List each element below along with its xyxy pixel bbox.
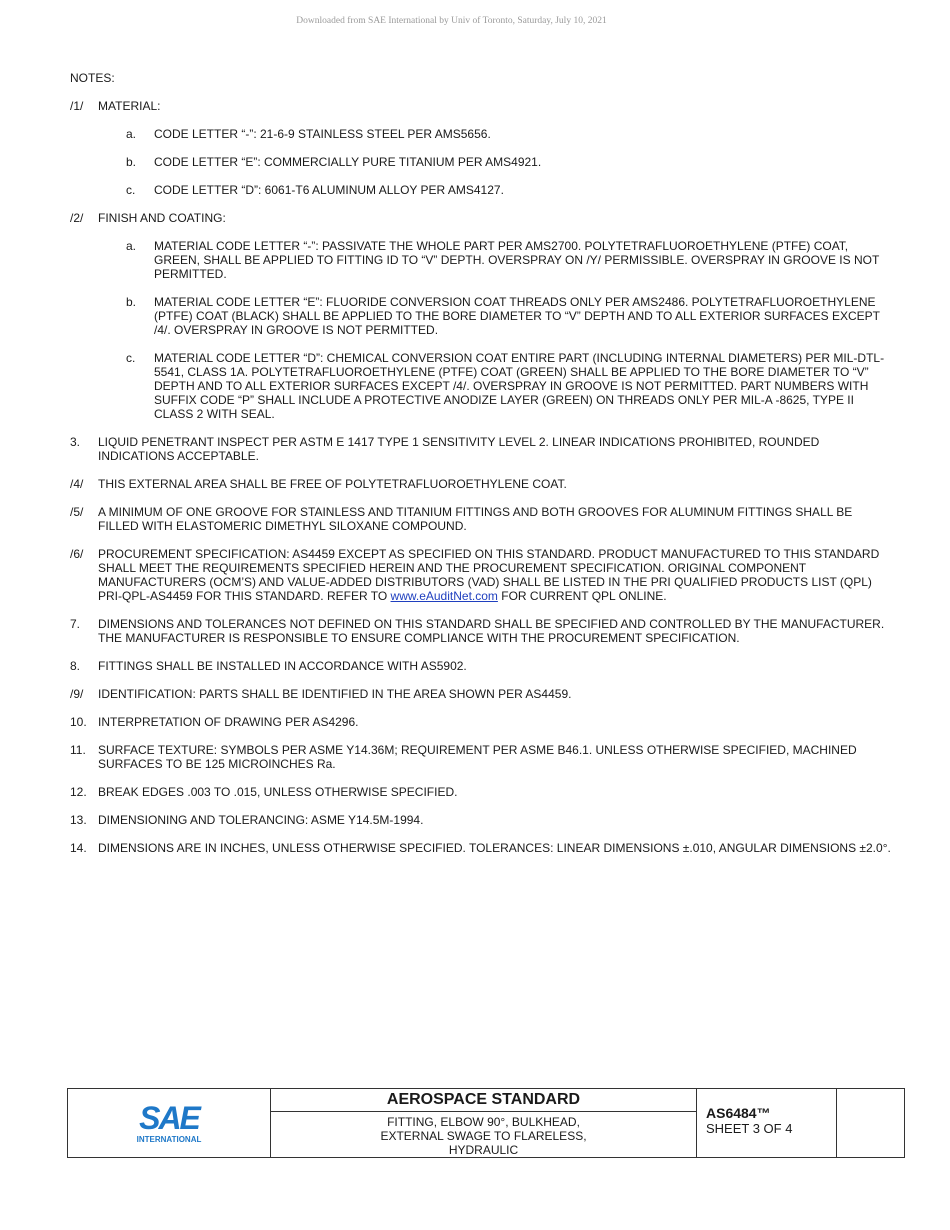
note-text: FITTINGS SHALL BE INSTALLED IN ACCORDANCE WITH AS5902. bbox=[98, 659, 467, 673]
note-number: /5/ bbox=[70, 505, 84, 519]
download-watermark: Downloaded from SAE International by Univ of Toronto, Saturday, July 10, 2021 bbox=[296, 16, 607, 26]
note-text: PROCUREMENT SPECIFICATION: AS4459 EXCEPT AS SPECIFIED ON THIS STANDARD. PRODUCT MANUFACTURED TO THIS STANDARD SHALL MEET THE REQUIREMENTS SPECIFIED HEREIN AND THE PROCUREMENT SPECIFICATION. ORIGINAL COMPONENT MANUFACTURERS (OCM’S) AND VALUE-ADDED DISTRIBUTORS (VAD) SHALL BE LISTED IN THE PRI QUALIFIED PRODUCTS LIST (QPL) PRI-QPL-AS4459 FOR THIS STANDARD. REFER TO bbox=[98, 547, 880, 603]
sub-note bbox=[126, 183, 895, 197]
logo-subtext: INTERNATIONAL bbox=[136, 1135, 202, 1144]
note-number: /1/ bbox=[70, 99, 84, 113]
sub-note-letter: a. bbox=[126, 239, 137, 253]
sub-note bbox=[126, 127, 895, 141]
note-heading: FINISH AND COATING: bbox=[98, 211, 226, 225]
note-item bbox=[70, 547, 895, 603]
note-item bbox=[70, 617, 895, 645]
note-text: DIMENSIONING AND TOLERANCING: ASME Y14.5M-1994. bbox=[98, 813, 424, 827]
note-number: 11. bbox=[70, 743, 86, 757]
sub-note-text: CODE LETTER “D”: 6061-T6 ALUMINUM ALLOY PER AMS4127. bbox=[154, 183, 504, 197]
document-number-cell bbox=[697, 1089, 837, 1157]
note-number: 14. bbox=[70, 841, 87, 855]
note-number: 3. bbox=[70, 435, 81, 449]
note-text: DIMENSIONS AND TOLERANCES NOT DEFINED ON THIS STANDARD SHALL BE SPECIFIED AND CONTROLLED BY THE MANUFACTURER. THE MANUFACTURER IS RESPONSIBLE TO ENSURE COMPLIANCE WITH THE PROCUREMENT SPECIFICATION. bbox=[98, 617, 885, 645]
note-number: 8. bbox=[70, 659, 81, 673]
note-item bbox=[70, 813, 895, 827]
sub-note bbox=[126, 295, 895, 337]
note-item bbox=[70, 99, 895, 197]
description-line: FITTING, ELBOW 90°, BULKHEAD, bbox=[387, 1115, 580, 1129]
note-text: BREAK EDGES .003 TO .015, UNLESS OTHERWISE SPECIFIED. bbox=[98, 785, 458, 799]
note-item bbox=[70, 435, 895, 463]
sae-logo bbox=[68, 1089, 271, 1157]
document-type: AEROSPACE STANDARD bbox=[271, 1089, 696, 1112]
title-block bbox=[67, 1088, 905, 1158]
note-text: INTERPRETATION OF DRAWING PER AS4296. bbox=[98, 715, 359, 729]
eauditnet-link[interactable]: www.eAuditNet.com bbox=[390, 589, 498, 603]
note-text: DIMENSIONS ARE IN INCHES, UNLESS OTHERWISE SPECIFIED. TOLERANCES: LINEAR DIMENSIONS ±.010, ANGULAR DIMENSIONS ±2.0°. bbox=[98, 841, 891, 855]
sub-note-letter: b. bbox=[126, 155, 137, 169]
note-number: 10. bbox=[70, 715, 87, 729]
standard-number: AS6484™ bbox=[706, 1105, 771, 1121]
note-item bbox=[70, 211, 895, 421]
note-number: 7. bbox=[70, 617, 81, 631]
description-line: EXTERNAL SWAGE TO FLARELESS, bbox=[380, 1129, 587, 1143]
note-number: 13. bbox=[70, 813, 87, 827]
note-number: /2/ bbox=[70, 211, 84, 225]
sub-note-letter: c. bbox=[126, 351, 136, 365]
sub-note-text: CODE LETTER “-”: 21-6-9 STAINLESS STEEL PER AMS5656. bbox=[154, 127, 491, 141]
note-item bbox=[70, 715, 895, 729]
note-item bbox=[70, 477, 895, 491]
logo-wordmark: SAE bbox=[139, 1100, 199, 1136]
notes-title: NOTES: bbox=[70, 71, 115, 85]
note-text: SURFACE TEXTURE: SYMBOLS PER ASME Y14.36M; REQUIREMENT PER ASME B46.1. UNLESS OTHERWISE SPECIFIED, MACHINED SURFACES TO BE 125 MICROINCHES Ra. bbox=[98, 743, 857, 771]
sub-note-letter: c. bbox=[126, 183, 136, 197]
sub-note-text: CODE LETTER “E”: COMMERCIALLY PURE TITANIUM PER AMS4921. bbox=[154, 155, 542, 169]
sub-note-text: MATERIAL CODE LETTER “-”: PASSIVATE THE WHOLE PART PER AMS2700. POLYTETRAFLUOROETHYLENE (PTFE) COAT, GREEN, SHALL BE APPLIED TO FITTING ID TO “V” DEPTH. OVERSPRAY ON /Y/ PERMISSIBLE. OVERSPRAY IN GROOVE IS NOT PERMITTED. bbox=[154, 239, 880, 281]
sheet-number: SHEET 3 OF 4 bbox=[706, 1121, 793, 1136]
note-item bbox=[70, 841, 895, 855]
sub-note-text: MATERIAL CODE LETTER “D”: CHEMICAL CONVERSION COAT ENTIRE PART (INCLUDING INTERNAL DIAMETERS) PER MIL-DTL-5541, CLASS 1A. POLYTETRAFLUOROETHYLENE (PTFE) COAT (GREEN) SHALL BE APPLIED TO THE BORE DIAMETER TO “V” DEPTH AND TO ALL EXTERIOR SURFACES EXCEPT /4/. OVERSPRAY IN GROOVE IS NOT PERMITTED. PART NUMBERS WITH SUFFIX CODE “P” SHALL INCLUDE A PROTECTIVE ANODIZE LAYER (GREEN) ON THREADS ONLY PER MIL-A -8625, TYPE II CLASS 2 WITH SEAL. bbox=[154, 351, 885, 421]
sae-logo-icon bbox=[129, 1100, 209, 1146]
note-item bbox=[70, 505, 895, 533]
title-description bbox=[271, 1089, 697, 1157]
sub-note bbox=[126, 155, 895, 169]
note-number: /9/ bbox=[70, 687, 84, 701]
note-text-after: FOR CURRENT QPL ONLINE. bbox=[501, 589, 667, 603]
note-item bbox=[70, 743, 895, 771]
sub-note-letter: b. bbox=[126, 295, 137, 309]
notes-list bbox=[70, 99, 895, 869]
note-number: /6/ bbox=[70, 547, 84, 561]
note-number: 12. bbox=[70, 785, 87, 799]
blank-cell bbox=[837, 1089, 904, 1157]
note-text: IDENTIFICATION: PARTS SHALL BE IDENTIFIED IN THE AREA SHOWN PER AS4459. bbox=[98, 687, 572, 701]
note-item bbox=[70, 785, 895, 799]
sub-note-text: MATERIAL CODE LETTER “E”: FLUORIDE CONVERSION COAT THREADS ONLY PER AMS2486. POLYTETRAFLUOROETHYLENE (PTFE) COAT (BLACK) SHALL BE APPLIED TO THE BORE DIAMETER TO “V” DEPTH AND TO ALL EXTERIOR SURFACES EXCEPT /4/. OVERSPRAY IN GROOVE IS NOT PERMITTED. bbox=[154, 295, 880, 337]
note-item bbox=[70, 659, 895, 673]
note-item bbox=[70, 687, 895, 701]
description-line: HYDRAULIC bbox=[448, 1143, 519, 1157]
sub-note bbox=[126, 351, 895, 421]
note-number: /4/ bbox=[70, 477, 84, 491]
sub-note-letter: a. bbox=[126, 127, 137, 141]
note-text: THIS EXTERNAL AREA SHALL BE FREE OF POLYTETRAFLUOROETHYLENE COAT. bbox=[98, 477, 567, 491]
note-text: A MINIMUM OF ONE GROOVE FOR STAINLESS AND TITANIUM FITTINGS AND BOTH GROOVES FOR ALUMINUM FITTINGS SHALL BE FILLED WITH ELASTOMERIC DIMETHYL SILOXANE COMPOUND. bbox=[98, 505, 853, 533]
note-text: LIQUID PENETRANT INSPECT PER ASTM E 1417 TYPE 1 SENSITIVITY LEVEL 2. LINEAR INDICATIONS PROHIBITED, ROUNDED INDICATIONS ACCEPTABLE. bbox=[98, 435, 820, 463]
sub-note bbox=[126, 239, 895, 281]
note-heading: MATERIAL: bbox=[98, 99, 161, 113]
